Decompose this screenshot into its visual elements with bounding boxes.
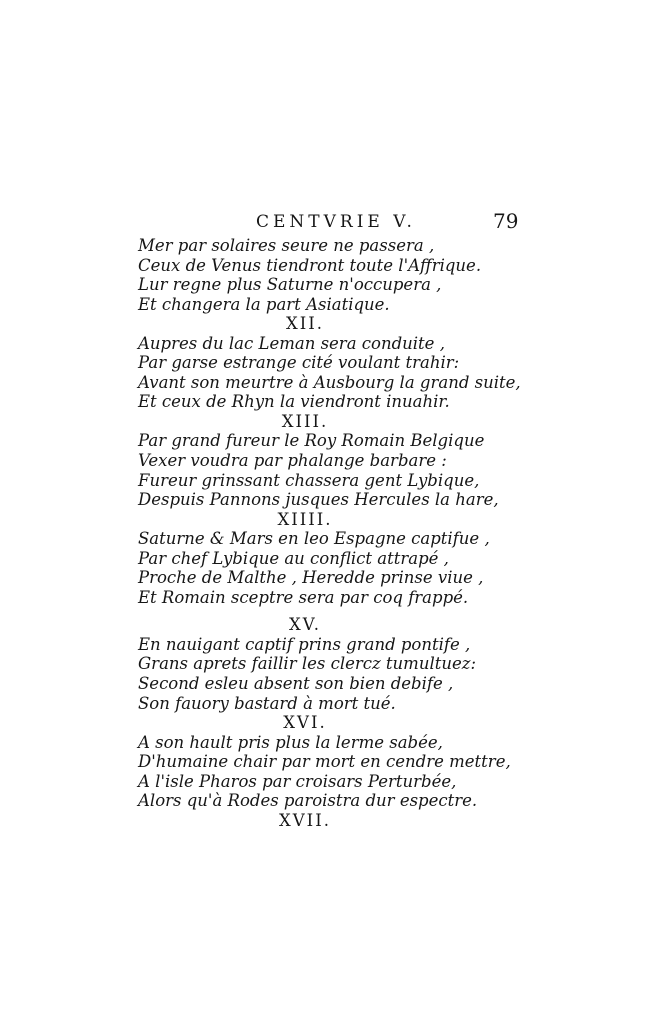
verse-line: Et ceux de Rhyn la viendront inuahir. xyxy=(138,392,450,412)
verse-line: Par garse estrange cité voulant trahir: xyxy=(138,353,460,373)
quatrain-number: XVII. xyxy=(279,810,331,830)
quatrain-number: XVI. xyxy=(283,713,327,733)
quatrain-number: XV. xyxy=(288,615,322,635)
verse-text-block xyxy=(138,236,521,830)
verse-line: Avant son meurtre à Ausbourg la grand suite, xyxy=(138,372,521,392)
verse-line: D'humaine chair par mort en cendre mettre, xyxy=(138,752,511,772)
verse-line: Ceux de Venus tiendront toute l'Affrique. xyxy=(138,255,482,275)
verse-line: Lur regne plus Saturne n'occupera , xyxy=(138,275,442,295)
quatrain-number: XIII. xyxy=(281,411,329,431)
verse-line: A l'isle Pharos par croisars Perturbée, xyxy=(138,771,457,791)
verse-line: Alors qu'à Rodes paroistra dur espectre. xyxy=(138,791,478,811)
verse-line: Fureur grinssant chassera gent Lybique, xyxy=(138,470,480,490)
verse-line: Et Romain sceptre sera par coq frappé. xyxy=(138,587,469,607)
verse-line: Despuis Pannons jusques Hercules la hare, xyxy=(138,490,499,510)
verse-line: Aupres du lac Leman sera conduite , xyxy=(138,333,445,353)
verse-line: Son fauory bastard à mort tué. xyxy=(138,693,396,713)
spacer xyxy=(138,607,518,615)
page-number: 79 xyxy=(493,209,519,233)
verse-line: Vexer voudra par phalange barbare : xyxy=(138,451,447,471)
verse-line: Par chef Lybique au conflict attrapé , xyxy=(138,548,449,568)
verse-line: Et changera la part Asiatique. xyxy=(138,294,390,314)
verse-line: Saturne & Mars en leo Espagne captifue , xyxy=(138,529,490,549)
running-head: CENTVRIE V. xyxy=(256,212,416,232)
verse-line: Mer par solaires seure ne passera , xyxy=(138,236,435,255)
quatrain-number: XII. xyxy=(285,314,325,334)
verse-line: A son hault pris plus la lerme sabée, xyxy=(138,732,443,752)
verse-line: Par grand fureur le Roy Romain Belgique xyxy=(138,431,485,451)
verse-line: Second esleu absent son bien debife , xyxy=(138,674,454,694)
verse-line: Proche de Malthe , Heredde prinse viue , xyxy=(138,568,484,588)
quatrain-number: XIIII. xyxy=(277,509,333,529)
verse-line: Grans aprets faillir les clercz tumultuez: xyxy=(138,654,477,674)
verse-line: En nauigant captif prins grand pontife , xyxy=(138,634,471,654)
